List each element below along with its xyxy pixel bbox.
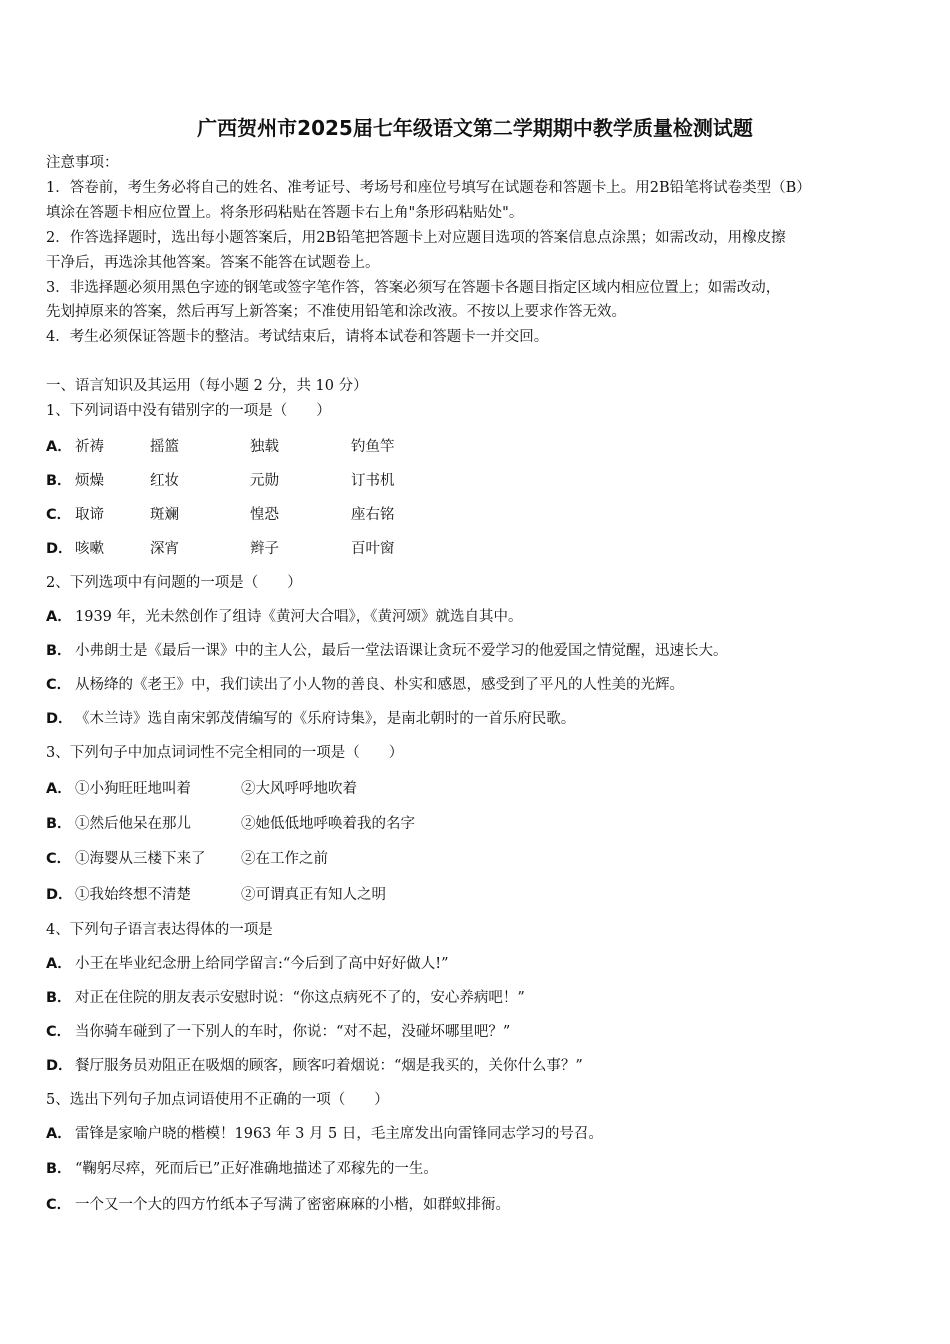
option-label: D． xyxy=(46,711,73,727)
option-part: ②她低低地呼唤着我的名字 xyxy=(241,816,415,832)
option-word: 深宵 xyxy=(150,541,179,557)
option-part: ①我始终想不清楚 xyxy=(75,887,191,903)
option-part: ②大风呼呼地吹着 xyxy=(241,781,357,797)
option-word: 祈祷 xyxy=(75,439,104,455)
option-part: ②在工作之前 xyxy=(241,851,328,867)
option-label: D． xyxy=(46,887,73,903)
option-label: B． xyxy=(46,643,72,659)
option-word: 烦燥 xyxy=(75,473,104,489)
option-text: 小弗朗士是《最后一课》中的主人公，最后一堂法语课让贪玩不爱学习的他爱国之情觉醒，迅速长大。 xyxy=(75,643,728,659)
option-word: 钓鱼竿 xyxy=(351,439,395,455)
option-word: 独载 xyxy=(250,439,279,455)
option-label: B． xyxy=(46,473,72,489)
option-label: C． xyxy=(46,851,72,867)
question-stem: 2、下列选项中有问题的一项是（ ） xyxy=(46,575,302,591)
option-text: “鞠躬尽瘁，死而后已”正好准确地描述了邓稼先的一生。 xyxy=(75,1161,438,1177)
option-label: D． xyxy=(46,1058,73,1074)
notice-line: 4．考生必须保证答题卡的整洁。考试结束后，请将本试卷和答题卡一并交回。 xyxy=(46,329,549,345)
notice-line: 1．答卷前，考生务必将自己的姓名、准考证号、考场号和座位号填写在试题卷和答题卡上。用2B铅笔将试卷类型（B） xyxy=(46,180,811,196)
option-text: 从杨绛的《老王》中，我们读出了小人物的善良、朴实和感恩，感受到了平凡的人性美的光辉。 xyxy=(75,677,684,693)
option-part: ②可谓真正有知人之明 xyxy=(241,887,386,903)
option-text: 小王在毕业纪念册上给同学留言:“今后到了高中好好做人!” xyxy=(75,956,449,972)
option-word: 辫子 xyxy=(250,541,279,557)
option-label: B． xyxy=(46,1161,72,1177)
option-label: A． xyxy=(46,781,72,797)
option-word: 元勋 xyxy=(250,473,279,489)
page-title: 广西贺州市2025届七年级语文第二学期期中教学质量检测试题 xyxy=(197,116,753,140)
question-stem: 4、下列句子语言表达得体的一项是 xyxy=(46,922,273,938)
option-text: 1939 年，光未然创作了组诗《黄河大合唱》，《黄河颂》就选自其中。 xyxy=(75,609,523,625)
notice-line: 填涂在答题卡相应位置上。将条形码粘贴在答题卡右上角"条形码粘贴处"。 xyxy=(46,205,524,221)
option-word: 订书机 xyxy=(351,473,395,489)
question-stem: 1、下列词语中没有错别字的一项是（ ） xyxy=(46,403,331,419)
option-label: A． xyxy=(46,439,72,455)
option-label: A． xyxy=(46,956,72,972)
notice-heading: 注意事项： xyxy=(46,155,119,171)
question-stem: 5、选出下列句子加点词语使用不正确的一项（ ） xyxy=(46,1092,389,1108)
option-text: 《木兰诗》选自南宋郭茂倩编写的《乐府诗集》，是南北朝时的一首乐府民歌。 xyxy=(75,711,576,727)
notice-line: 先划掉原来的答案，然后再写上新答案；不准使用铅笔和涂改液。不按以上要求作答无效。 xyxy=(46,304,626,320)
option-label: C． xyxy=(46,677,72,693)
option-text: 餐厅服务员劝阻正在吸烟的顾客，顾客叼着烟说：“烟是我买的，关你什么事？” xyxy=(75,1058,583,1074)
option-text: 一个又一个大的四方竹纸本子写满了密密麻麻的小楷，如群蚁排衙。 xyxy=(75,1197,510,1213)
option-word: 惶恐 xyxy=(250,507,279,523)
option-word: 咳嗽 xyxy=(75,541,104,557)
notice-line: 3．非选择题必须用黑色字迹的钢笔或签字笔作答，答案必须写在答题卡各题目指定区域内相应位置上；如需改动， xyxy=(46,280,781,296)
option-word: 摇篮 xyxy=(150,439,179,455)
option-label: C． xyxy=(46,507,72,523)
option-label: A． xyxy=(46,1126,72,1142)
option-label: A． xyxy=(46,609,72,625)
option-label: B． xyxy=(46,990,72,1006)
option-word: 取谛 xyxy=(75,507,104,523)
option-word: 红妆 xyxy=(150,473,179,489)
option-part: ①然后他呆在那儿 xyxy=(75,816,191,832)
question-stem: 3、下列句子中加点词词性不完全相同的一项是（ ） xyxy=(46,745,404,761)
option-label: D． xyxy=(46,541,73,557)
option-text: 对正在住院的朋友表示安慰时说：“你这点病死不了的，安心养病吧！” xyxy=(75,990,525,1006)
notice-line: 干净后，再选涂其他答案。答案不能答在试题卷上。 xyxy=(46,255,380,271)
option-label: B． xyxy=(46,816,72,832)
option-text: 雷锋是家喻户晓的楷模！1963 年 3 月 5 日，毛主席发出向雷锋同志学习的号召。 xyxy=(75,1126,603,1142)
option-label: C． xyxy=(46,1197,72,1213)
option-word: 斑斓 xyxy=(150,507,179,523)
option-word: 座右铭 xyxy=(351,507,395,523)
option-part: ①小狗旺旺地叫着 xyxy=(75,781,191,797)
option-word: 百叶窗 xyxy=(351,541,395,557)
option-text: 当你骑车碰到了一下别人的车时，你说：“对不起，没碰坏哪里吧？” xyxy=(75,1024,511,1040)
option-part: ①海婴从三楼下来了 xyxy=(75,851,206,867)
option-label: C． xyxy=(46,1024,72,1040)
notice-line: 2．作答选择题时，选出每小题答案后，用2B铅笔把答题卡上对应题目选项的答案信息点涂黑；如需改动，用橡皮擦 xyxy=(46,230,786,246)
section-heading: 一、语言知识及其运用（每小题 2 分，共 10 分） xyxy=(46,378,368,394)
